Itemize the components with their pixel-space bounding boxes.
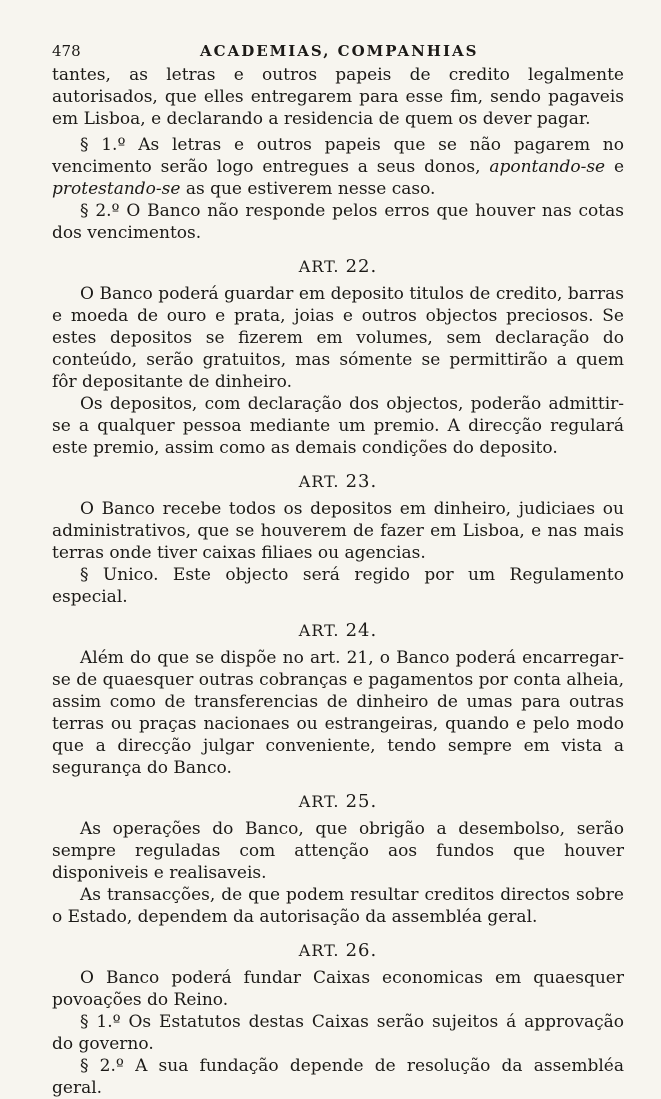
paragraph-text: as que estiverem nesse caso. bbox=[185, 179, 436, 199]
article-label: ART. bbox=[298, 792, 340, 811]
article-heading-26 bbox=[52, 940, 624, 961]
article-heading-22 bbox=[52, 256, 624, 277]
paragraph-continuation: tantes, as letras e outros papeis de credito legalmente autorisados, que elles entregarem para esse fim, sendo pagaveis em Lisboa, e declarando a residencia de quem os dever pagar. bbox=[52, 65, 624, 129]
article-number: 26. bbox=[345, 940, 378, 961]
article-heading-24 bbox=[52, 620, 624, 641]
page-number: 478 bbox=[52, 42, 81, 60]
italic-term: protestando-se bbox=[52, 179, 181, 199]
paragraph: § Unico. Este objecto será regido por um Regulamento especial. bbox=[52, 565, 624, 607]
paragraph-section-1 bbox=[52, 134, 624, 200]
paragraph: Além do que se dispõe no art. 21, o Banco poderá encarregar-se de quaesquer outras cobranças e pagamentos por conta alheia, assim como de transferencias de dinheiro de umas para outras terras ou praças nacionaes ou estrangeiras, quando e pelo modo que a direcção julgar conveniente, tendo sempre em vista a segurança do Banco. bbox=[52, 648, 624, 778]
article-heading-25 bbox=[52, 791, 624, 812]
paragraph: O Banco poderá fundar Caixas economicas em quaesquer povoações do Reino. bbox=[52, 968, 624, 1010]
article-number: 23. bbox=[345, 471, 378, 492]
article-number: 24. bbox=[345, 620, 378, 641]
paragraph: § 2.º A sua fundação depende de resolução da assembléa geral. bbox=[52, 1056, 624, 1098]
article-label: ART. bbox=[298, 472, 340, 491]
article-number: 25. bbox=[345, 791, 378, 812]
paragraph-text: § 1.º As letras e outros papeis que se não pagarem no vencimento serão logo entregues a seus donos, bbox=[52, 135, 624, 177]
article-label: ART. bbox=[298, 257, 340, 276]
italic-term: apontando-se bbox=[489, 157, 606, 177]
running-title: ACADEMIAS, COMPANHIAS bbox=[200, 42, 479, 60]
paragraph: As operações do Banco, que obrigão a desembolso, serão sempre reguladas com attenção aos fundos que houver disponiveis e realisaveis. bbox=[52, 819, 624, 883]
paragraph: Os depositos, com declaração dos objectos, poderão admittir-se a qualquer pessoa mediante um premio. A direcção regulará este premio, assim como as demais condições do deposito. bbox=[52, 394, 624, 458]
article-label: ART. bbox=[298, 621, 340, 640]
paragraph: § 1.º Os Estatutos destas Caixas serão sujeitos á approvação do governo. bbox=[52, 1012, 624, 1054]
paragraph: As transacções, de que podem resultar creditos directos sobre o Estado, dependem da autorisação da assembléa geral. bbox=[52, 885, 624, 927]
article-number: 22. bbox=[345, 256, 378, 277]
page-header bbox=[52, 38, 624, 64]
paragraph: O Banco recebe todos os depositos em dinheiro, judiciaes ou administrativos, que se houverem de fazer em Lisboa, e nas mais terras onde tiver caixas filiaes ou agencias. bbox=[52, 499, 624, 563]
paragraph-text: e bbox=[613, 157, 625, 177]
document-page bbox=[52, 38, 624, 1099]
paragraph: O Banco poderá guardar em deposito titulos de credito, barras e moeda de ouro e prata, joias e outros objectos preciosos. Se estes depositos se fizerem em volumes, sem declaração do conteúdo, serão gratuitos, mas sómente se permittirão a quem fôr depositante de dinheiro. bbox=[52, 284, 624, 392]
article-heading-23 bbox=[52, 471, 624, 492]
paragraph-section-2: § 2.º O Banco não responde pelos erros que houver nas cotas dos vencimentos. bbox=[52, 201, 624, 243]
article-label: ART. bbox=[298, 941, 340, 960]
